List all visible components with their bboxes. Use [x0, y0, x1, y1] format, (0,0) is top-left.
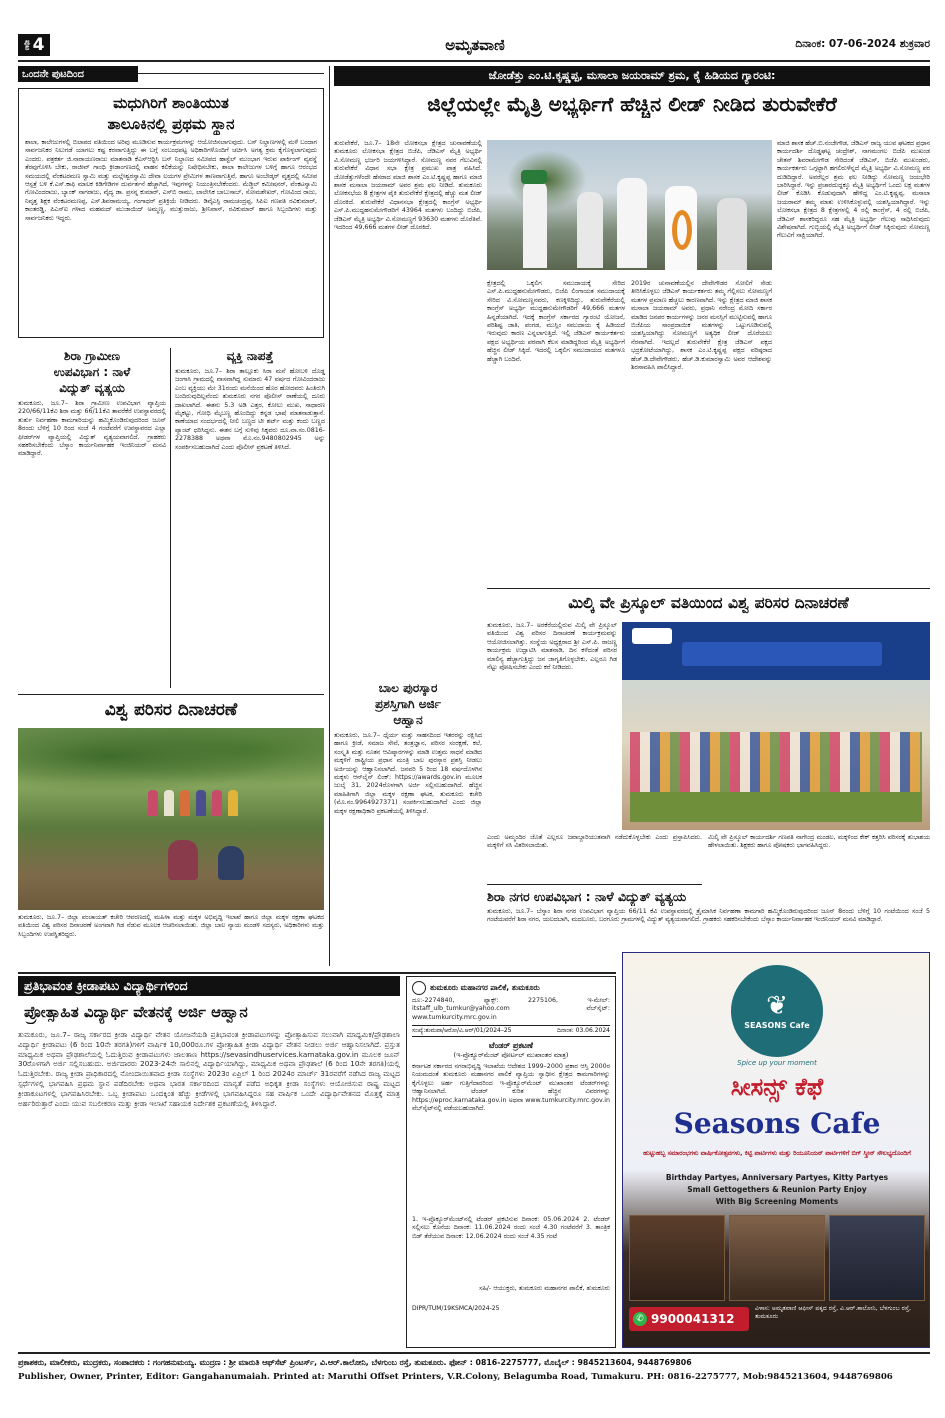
story-sira-town-title: ಶಿರಾ ನಗರ ಉಪವಿಭಾಗ : ನಾಳೆ ವಿದ್ಯುತ್ ವ್ಯತ್ಯಯ: [487, 889, 687, 904]
continued-tag-label: ಒಂದನೇ ಪುಟದಿಂದ: [22, 68, 84, 80]
milkyway-school-group-photo: [622, 622, 930, 830]
lead-kicker-text: ಜೋಡೆತ್ತು ಎಂ.ಟಿ.ಕೃಷ್ಣಪ್ಪ, ಮಸಾಲಾ ಜಯರಾಮ್ ಶ್ರಮ, ಕೈ ಹಿಡಿಯದ ಗ್ಯಾರಂಟಿ:: [488, 69, 776, 82]
issue-date: ದಿನಾಂಕ: 07-06-2024 ಶುಕ್ರವಾರ: [795, 38, 930, 50]
ad-name-english: Seasons Cafe: [673, 1107, 881, 1140]
scholarship-rule: [18, 972, 616, 974]
ad-line-1: Birthday Partyes, Anniversary Partyes, Kitty Partyes: [665, 1173, 889, 1182]
story-madhugiri-box: [18, 88, 324, 338]
story-sira-rural-title-2: ಉಪವಿಭಾಗ : ನಾಳೆ: [53, 365, 131, 379]
ad-phone-row: [629, 1307, 749, 1331]
lead-kicker: [334, 66, 930, 86]
ad-tagline-kannada: ಹುಟ್ಟುಹಬ್ಬ ಸಮಾರಂಭಗಳು ವಾರ್ಷಿಕೋತ್ಸವಗಳು, ಕಿಟ್ಟಿ ಪಾರ್ಟಿಗಳು ಮತ್ತು ರಿಯೂನಿಯನ್ ಪಾರ್ಟಿಗಳಿಗೆ ಬಿಗ್ ಸ್ಕ್ರೀನ್ ಸೌಲಭ್ಯದೊಂದಿಗೆ: [643, 1150, 911, 1157]
story-env-left-body: ತುಮಕೂರು, ಜೂ.7– ಜಿಲ್ಲಾ ಪಂಚಾಯತ್ ಕಚೇರಿ ಆವರಣದಲ್ಲಿ ಮಹಿಳಾ ಮತ್ತು ಮಕ್ಕಳ ಅಭಿವೃದ್ಧಿ ಇಲಾಖೆ ಹಾಗೂ ಜಿಲ್ಲಾ ಮಕ್ಕಳ ರಕ್ಷಣಾ ಘಟಕದ ವತಿಯಿಂದ ವಿಶ್ವ ಪರಿಸರ ದಿನಾಚರಣೆ ಅಂಗವಾಗಿ ಗಿಡ ನೆಡುವ ಮೂಲಕ ಆಚರಿಸಲಾಯಿತು. ಜಿಲ್ಲಾ ಬಾಲ ನ್ಯಾಯ ಮಂಡಳಿ ಸದಸ್ಯರು, ಅಧಿಕಾರಿಗಳು ಮತ್ತು ಸಿಬ್ಬಂದಿಗಳು ಉಪಸ್ಥಿತರಿದ್ದರು.: [18, 914, 324, 938]
continued-tag: [18, 66, 138, 82]
story-milkyway-body-3: ಮಿಲ್ಕಿ ವೇ ಪ್ರಿಸ್ಕೂಲ್ ಕಾರ್ಯದರ್ಶಿ ಗಣಪತಿ ನಾಗೇಂದ್ರ ಮಂಡಲ, ಮಕ್ಕಳಿಂದ ಕೇಕ್ ಕತ್ತರಿಸಿ ಪರಿಸರಕ್ಕೆ ಶುಭಾಶಯ ಹೇಳಲಾಯಿತು. ಶಿಕ್ಷಕರು ಹಾಗೂ ಪೋಷಕರು ಭಾಗವಹಿಸಿದ್ದರು.: [708, 834, 930, 850]
ad-phone: 9900041312: [651, 1312, 735, 1326]
tender-dates: 1. ಇ-ಪ್ರೊಕ್ಯೂರ್‌ಮೆಂಟ್‌ನಲ್ಲಿ ಟೆಂಡರ್ ಪ್ರಕಟಿಸುವ ದಿನಾಂಕ: 05.06.2024 2. ಟೆಂಡರ್ ಸಲ್ಲಿಸಲು ಕೊನೆಯ ದಿನಾಂಕ: 11.06.2024 ರಂದು ಸಂಜೆ 4.30 ಗಂಟೆವರೆಗೆ 3. ತಾಂತ್ರಿಕ ಬಿಡ್ ತೆರೆಯುವ ದಿನಾಂಕ: 12.06.2024 ರಂದು ಸಂಜೆ 4.35 ಗಂಟೆ: [412, 1216, 610, 1240]
tender-dipr: DIPR/TUM/19KSMCA/2024-25: [412, 1305, 500, 1312]
footer-imprint-kannada: ಪ್ರಕಾಶಕರು, ಮಾಲೀಕರು, ಮುದ್ರಕರು, ಸಂಪಾದಕರು : ಗಂಗಹನುಮಯ್ಯ. ಮುದ್ರಣ : ಶ್ರೀ ಮಾರುತಿ ಆಫ್‌ಸೆಟ್ ಪ್ರಿಂಟರ್ಸ್, ವಿ.ಆರ್.ಕಾಲೋನಿ, ಬೆಳಗುಂಬ ರಸ್ತೆ, ತುಮಕೂರು. ಫೋನ್ : 0816-2275777, ಮೊಬೈಲ್ : 9845213604, 9448769806: [18, 1358, 692, 1367]
tender-heading: ಟೆಂಡರ್ ಪ್ರಕಟಣೆ: [489, 1041, 533, 1050]
story-madhugiri-body: ಶಾಲಾ, ಕಾಲೇಜುಗಳಲ್ಲಿ ಬಿಲಾಪದ ವತಿಯಿಂದ ಅರಿವು ಮೂಡಿಸುವ ಕಾರ್ಯಕ್ರಮಗಳನ್ನು ಆಯೋಜಿಸಲಾಗುವುದು. ಬಸ್ ನಿಲ್ದಾಣಗಳಲ್ಲಿ ಮಳೆ ಬಂದಾಗ ಸಾರ್ವಜನಿಕರ ನಿಲುಗಡೆ ಯಾಗಲು ಕಷ್ಟ ಕರವಾಗುತ್ತಿದ್ದು ಈ ಬಗ್ಗೆ ಸಂಬಂಧಪಟ್ಟ ಅಧಿಕಾರಿಗಳೊಂದಿಗೆ ಚರ್ಚಿಸಿ ಅಗತ್ಯ ಕ್ರಮ ಕೈಗೊಳ್ಳಲಾಗುವುದು ಎಂದರು. ಪತ್ರಕರ್ತ ಜಿ.ನಾರಾಯಣರಾಜು ಮಾತನಾಡಿ ಕೆಎಸ್‍ಆರ್‍ಟಿಸಿ ಬಸ್ ನಿಲ್ದಾಣದ ಸಮೀಪದ ಹಾಸ್ಟೆಲ್ ಮುಂಭಾಗ ಇರುವ ಪಾರ್ಕಿಂಗ್ ವ್ಯವಸ್ಥೆ ತೆರವುಗೊಳಿಸಿ ಬೇಕು, ರಾಜೀವ್ ಗಾಂಧಿ ಕ್ರೀಡಾಂಗಣದಲ್ಲಿ ವಾಹನ ಕಲಿಕೆಯನ್ನು ನಿಷೇಧಿಸಬೇಕು, ಶಾಲಾ ಕಾಲೇಜುಗಳ ಬಳಿಗ್ಗೆ ಹಾಗೂ ಆರಂಭದ ಸಮಯದಲ್ಲಿ ವೆಂಕಟರಮಣ ಸ್ವಾಮಿ ಮತ್ತು ಮಲ್ಲೇಶ್ವರಸ್ವಾಮಿ ದೇವಾ ಲಯಗಳ ಪ್ರೇಮಿಗಳ ತಾಣವಾಗುತ್ತಿವೆ, ಹಾಗೂ ಅಂಬೇಡ್ಕರ್ ವೃತ್ತದಲ್ಲಿ ಸಮೀಪ ಆಸ್ಪತ್ರೆ ಬಳಿ ಕೆ.ಎಸ್.ಕಾಫಿ ಮಾಲಕ ಕಿಡಿಗೇಡಿಗಳ ದುರ್ವರ್ತನೆ ಹೆಚ್ಚಾಗಿದೆ, ಇವುಗಳನ್ನು ನಿಯಂತ್ರಿಸಬೇಕೆಂದರು. ಮೆಡ್ಜಿಲ್ ಕಮೀಷನರ್, ವೆಂಕಟಸ್ವಾಮಿ ಗೋವಿಂದರಾಜು, ಬ್ಯಾಂಕ್ ನಾಗರಾಜು, ವೈದ್ಯ ಡಾ. ಪ್ರಸನ್ನ ಕುಮಾರ್, ಎಸ್‍ಬಿ ರಾಮು, ಲಾಲೇಸಿಕ ಬಾಬುಸಾಬ್, ಸೋಮಶೇಖರ್, ಗೋವಿಂದ ರಾಜು, ನಿವೃತ್ತ ಶಿಕ್ಷಕ ವೆಂಕಟರಮಣಪ್ಪ, ಎಸ್.ಶಿವರಾಮಯ್ಯ, ಗಂಗಾಧರ್ ಪ್ರತಿಕ್ರಿಯೆ ನೀಡಿದರು. ಡಿವೈಎಸ್ಪಿ ರಾಮಚಂದ್ರಪ್ಪ, ಸಿಪಿಐ ಗಣಪತಿ ರವಿಕುಮಾರ್, ಕಾಂತರಡ್ಡಿ, ಪಿಎಸ್ಐ ಗಳಾದ ಮಹಮದ್ ಮುಜಾಯಿದ್ ಅಮ್ಮಣ್ಣ, ಮುತ್ತುರಾಜು, ಶ್ರೀನಿವಾಸ್, ರವಿಕುಮಾರ್ ಹಾಗೂ ಸಿಬ್ಬಂದಿಗಳು ಮತ್ತು ಸಾರ್ವಜನಿಕರು ಇದ್ದರು.: [25, 139, 317, 222]
lead-col-1: ತುರುವೇಕೆರೆ, ಜೂ.7– 18ನೇ ಲೋಕಸಭಾ ಕ್ಷೇತ್ರದ ಚುನಾವಣೆಯಲ್ಲಿ ತುಮಕೂರು ಲೋಕಸಭಾ ಕ್ಷೇತ್ರದ ಬಿಜೆಪಿ, ಜೆಡಿಎಸ್ ಮೈತ್ರಿ ಅಭ್ಯರ್ಥಿ ವಿ.ಸೋಮಣ್ಣ ಭರ್ಜರಿ ಜಯಗಳಿಸಿದ್ದಾರೆ. ಸೋಮಣ್ಣ ನವರ ಗೆಲುವಿನಲ್ಲಿ ತುರುವೇಕೆರೆ ವಿಧಾನ ಸಭಾ ಕ್ಷೇತ್ರ ಪ್ರಮುಖ ಪಾತ್ರ ವಹಿಸಿದೆ. ಜೋಡೆತ್ತುಗಳೆಂದೇ ಹೆಸರಾದ ಮಾಜಿ ಶಾಸಕ ಎಂ.ಟಿ.ಕೃಷ್ಣಪ್ಪ ಹಾಗೂ ಮಾಜಿ ಶಾಸಕ ಮಸಾಲಾ ಜಯರಾಮ್ ಅವರ ಶ್ರಮ ಫಲ ನೀಡಿದೆ. ತುಮಕೂರು ಲೋಕಸಭೆಯ 8 ಕ್ಷೇತ್ರಗಳ ಪೈಕಿ ತುರುವೇಕೆರೆ ಕ್ಷೇತ್ರದಲ್ಲಿ ಹೆಚ್ಚು ಮತ ಲೀಡ್ ದೊರಕಿದೆ. ತುರುವೇಕೆರೆ ವಿಧಾನಸಭಾ ಕ್ಷೇತ್ರದಲ್ಲಿ ಕಾಂಗ್ರೆಸ್ ಅಭ್ಯರ್ಥಿ ಎಸ್.ಪಿ.ಮುದ್ದಹನುಮೇಗೌಡರಿಗೆ 43964 ಮತಗಳು ಬಂದಿದ್ದು ಬಿಜೆಪಿ, ಜೆಡಿಎಸ್ ಮೈತ್ರಿ ಅಭ್ಯರ್ಥಿ ವಿ.ಸೋಮಣ್ಣಗೆ 93630 ಮತಗಳು ದೊರೆತಿವೆ. ಇದರಿಂದ 49,666 ಮತಗಳ ಲೀಡ್ ದೊರಕಿದೆ.: [334, 140, 482, 232]
lead-col-4: ಮಾಜಿ ಶಾಸಕ ಹೆಚ್.ಬಿ.ನಂಜೇಗೌಡ, ಜೆಡಿಎಸ್ ರಾಜ್ಯ ಯುವ ಘಟಕದ ಪ್ರಧಾನ ಕಾರ್ಯದರ್ಶಿ ದೊಡ್ಡಘಟ್ಟ ಚಂದ್ರೇಶ್, ನಾಗಮಂಗಲ ಬಿಜೆಪಿ ಮುಖಂಡ ಚೇತನ್ ಶಿವರಾಮೇಗೌಡ ಸೇರಿದಂತೆ ಜೆಡಿಎಸ್, ಬಿಜೆಪಿ ಮುಖಂಡರು, ಕಾರ್ಯಕರ್ತರು ಒಗ್ಗಟ್ಟಾಗಿ ಹಗಲಿರುಳೆನ್ನದೆ ಮೈತ್ರಿ ಅಭ್ಯರ್ಥಿ ವಿ.ಸೋಮಣ್ಣ ಪರ ದುಡಿದಿದ್ದಾರೆ. ಅವರೆಲ್ಲರ ಶ್ರಮ ಫಲ ನೀಡಿದ್ದು ಸೋಮಣ್ಣ ಜಯಭೇರಿ ಬಾರಿಸಿದ್ದಾರೆ. ಇನ್ನು ಪ್ರಚಾರದುದ್ದಕ್ಕೂ ಮೈತ್ರಿ ಅಭ್ಯರ್ಥಿಗೆ ಒಂದು ಲಕ್ಷ ಮತಗಳ ಲೀಡ್ ಕೊಡಿಸಿ ಕೊಡುವುದಾಗಿ ಹೇಳಿದ್ದ ಎಂ.ಟಿ.ಕೃಷ್ಣಪ್ಪ, ಮಸಾಲಾ ಜಯರಾಮ್ ತಮ್ಮ ಮಾತು ಉಳಿಸಿಕೊಳ್ಳುವಲ್ಲಿ ಯಶಸ್ವಿಯಾಗಿದ್ದಾರೆ. ಇನ್ನು ಲೋಕಸಭಾ ಕ್ಷೇತ್ರದ 8 ಕ್ಷೇತ್ರಗಳಲ್ಲಿ 4 ರಲ್ಲಿ ಕಾಂಗ್ರೆಸ್, 4 ರಲ್ಲಿ ಬಿಜೆಪಿ, ಜೆಡಿಎಸ್ ಶಾಸಕರಿದ್ದರೂ ಸಹ ಮೈತ್ರಿ ಅಭ್ಯರ್ಥಿ ಗೆಲುವು ಸಾಧಿಸಿರುವುದು ವಿಶೇಷವಾಗಿದೆ. ಗುಬ್ಬಿಯಲ್ಲಿ ಮೈತ್ರಿ ಅಭ್ಯರ್ಥಿಗೆ ಲೀಡ್ ಸಿಕ್ಕಿರುವುದು ಸೋಮಣ್ಣ ಗೆಲುವಿಗೆ ಸಾಕ್ಷಿಯಾಗಿದೆ.: [777, 140, 930, 240]
scholarship-title-1: ಪ್ರತಿಭಾವಂತ ಕ್ರೀಡಾಪಟು ವಿದ್ಯಾರ್ಥಿಗಳಿಂದ: [24, 978, 188, 993]
story-sira-rural-body: ತುಮಕೂರು, ಜೂ.7– ಶಿರಾ ಗ್ರಾಮೀಣ ಉಪವಿಭಾಗ ವ್ಯಾಪ್ತಿಯ 220/66/11ಕೆವಿ ಶಿರಾ ಮತ್ತು 66/11ಕೆವಿ ತಾವರೆಕೆರೆ ಉಪಸ್ಥಾವರದಲ್ಲಿ ತುರ್ತು ನಿರ್ವಹಣಾ ಕಾಮಗಾರಿಯನ್ನು ಹಮ್ಮಿಕೊಂಡಿರುವುದರಿಂದ ಜೂನ್ 8ರಂದು ಬೆಳಿಗ್ಗೆ 10 ರಿಂದ ಸಂಜೆ 4 ಗಂಟೆವರೆಗೆ ಉಪಸ್ಥಾವರದ ಎಲ್ಲಾ ಫೀಡರ್‌ಗಳ ವ್ಯಾಪ್ತಿಯಲ್ಲಿ ವಿದ್ಯುತ್ ವ್ಯತ್ಯಯವಾಗಲಿದೆ. ಗ್ರಾಹಕರು ಸಹಕರಿಸಬೇಕೆಂದು ಬೆಸ್ಕಾಂ ಕಾರ್ಯನಿರ್ವಾಹಕ ಇಂಜಿನಿಯರ್ ಮನವಿ ಮಾಡಿದ್ದಾರೆ.: [18, 400, 166, 458]
ad-logo-circle: [731, 965, 823, 1057]
scholarship-body: ತುಮಕೂರು, ಜೂ.7– ರಾಜ್ಯ ಸರ್ಕಾರದ ಕ್ರೀಡಾ ವಿದ್ಯಾರ್ಥಿ ವೇತನ ಯೋಜನೆಯಡಿ ಪ್ರತಿಭಾವಂತ ಕ್ರೀಡಾಪಟುಗಳನ್ನು ಪ್ರೋತ್ಸಾಹಿಸುವ ಸಲುವಾಗಿ ಮಾಧ್ಯಮಿಕ/ಪ್ರೌಢಶಾಲಾ ವಿದ್ಯಾರ್ಥಿ ಕ್ರೀಡಾಪಟು (6 ರಿಂದ 10ನೇ ತರಗತಿ)ಗಳಿಗೆ ವಾರ್ಷಿಕ 10,000ರೂ.ಗಳ ಪ್ರೋತ್ಸಾಹಿತ ಕ್ರೀಡಾ ವಿದ್ಯಾರ್ಥಿ ವೇತನ ನೀಡಲು ಅರ್ಜಿ ಆಹ್ವಾನಿಸಲಾಗಿದೆ. ಪ್ರಸ್ತುತ ಮಾಧ್ಯಮಿಕ ಅಥವಾ ಪ್ರೌಢಶಾಲೆಯಲ್ಲಿ ಓದುತ್ತಿರುವ ಕ್ರೀಡಾಪಟುಗಳು ಜಾಲತಾಣ https://sevasindhuservices.karnataka.gov.in ಮೂಲಕ ಜೂನ್ 30ರೊಳಗಾಗಿ ಅರ್ಜಿ ಸಲ್ಲಿಸಬಹುದು. ಅರ್ಜಿದಾರರು 2023-24ನೇ ಸಾಲಿನಲ್ಲಿ ವಿದ್ಯಾರ್ಥಿಯಾಗಿದ್ದು, ಮಾಧ್ಯಮಿಕ ಅಥವಾ ಪ್ರೌಢಶಾಲೆ (6 ರಿಂದ 10ನೇ ತರಗತಿ)ಯಲ್ಲಿ ಓದುತ್ತಿರಬೇಕು. ರಾಜ್ಯ ಕ್ರೀಡಾ ಪ್ರಾಧಿಕಾರದಲ್ಲಿ ನೋಂದಾಯಿತವಾದ ಕ್ರೀಡಾ ಸಂಸ್ಥೆಗಳು 2023ರ ಏಪ್ರಿಲ್ 1 ರಿಂದ 2024ರ ಮಾರ್ಚ್ 31ರವರೆಗೆ ನಡೆಸಿದ ರಾಜ್ಯ ಮಟ್ಟದ ಸ್ಪರ್ಧೆಗಳಲ್ಲಿ ಭಾಗವಹಿಸಿ ಪ್ರಥಮ ಸ್ಥಾನ ಪಡೆದಿರಬೇಕು ಅಥವಾ ಭಾರತ ಸರ್ಕಾರದಿಂದ ಮಾನ್ಯತೆ ಪಡೆದ ಅಧಿಕೃತ ಕ್ರೀಡಾ ಸಂಸ್ಥೆಗಳು ಆಯೋಜಿಸುವ ರಾಷ್ಟ್ರ ಮಟ್ಟದ ಕ್ರೀಡಾಕೂಟಗಳಲ್ಲಿ ಭಾಗವಹಿಸಿರಬೇಕು. ಒಬ್ಬ ಕ್ರೀಡಾಪಟು ಒಂದಕ್ಕಿಂತ ಹೆಚ್ಚು ಕ್ರೀಡೆಗಳಲ್ಲಿ ಭಾಗವಹಿಸಿದ್ದರೂ ಸಹ ವಾರ್ಷಿಕ ಒಂದೇ ವಿದ್ಯಾರ್ಥಿವೇತನದ ಮೊತ್ತಕ್ಕೆ ಮಾತ್ರ ಅರ್ಹರಿರುತ್ತಾರೆ ಎಂದು ಯುವ ಸಬಲೀಕರಣ ಮತ್ತು ಕ್ರೀಡಾ ಇಲಾಖೆ ಸಹಾಯಕ ನಿರ್ದೇಶಕ ಪ್ರಕಟಣೆಯಲ್ಲಿ ತಿಳಿಸಿದ್ದಾರೆ.: [18, 1030, 400, 1108]
story-milkyway-body: ತುಮಕೂರು, ಜೂ.7– ಅರಕೆರೆಯಲ್ಲಿರುವ ಮಿಲ್ಕಿ ವೇ ಪ್ರಿಸ್ಕೂಲ್ ವತಿಯಿಂದ ವಿಶ್ವ ಪರಿಸರ ದಿನಾಚರಣೆ ಕಾರ್ಯಕ್ರಮವನ್ನು ಆಯೋಜಿಸಲಾಗಿತ್ತು. ಸಂಸ್ಥೆಯ ಅಧ್ಯಕ್ಷರಾದ ಶ್ರೀ ಎಸ್.ಪಿ. ರಾಜಣ್ಣ ಕಾರ್ಯಕ್ರಮ ಉದ್ಘಾಟಿಸಿ ಮಾತನಾಡಿ, ದಿನ ಕಳೆದಂತೆ ಪರಿಸರ ಮಾಲಿನ್ಯ ಹೆಚ್ಚಾಗುತ್ತಿದ್ದು ಜನ ಜಾಗೃತಿಗೊಳ್ಳಬೇಕು, ಎಲ್ಲರೂ ಗಿಡ ನೆಟ್ಟು ಪೋಷಿಸಬೇಕು ಎಂದು ಕರೆ ನೀಡಿದರು.: [487, 622, 617, 672]
milkyway-rule: [487, 588, 930, 589]
tender-ref-date: ದಿನಾಂಕ: 03.06.2024: [557, 1027, 610, 1034]
sira-town-rule: [487, 884, 702, 885]
story-sira-rural-title-3: ವಿದ್ಯುತ್ ವ್ಯತ್ಯಯ: [59, 381, 125, 395]
continued-rule: [138, 73, 324, 74]
story-sira-rural-title-1: ಶಿರಾ ಗ್ರಾಮೀಣ: [63, 349, 121, 363]
lead-headline: ಜಿಲ್ಲೆಯಲ್ಲೇ ಮೈತ್ರಿ ಅಭ್ಯರ್ಥಿಗೆ ಹೆಚ್ಚಿನ ಲೀಡ್ ನೀಡಿದ ತುರುವೇಕೆರೆ: [427, 92, 837, 116]
masthead-rule: [18, 60, 930, 62]
col-rule-2: [329, 66, 330, 966]
scholarship-title-1-box: [18, 976, 400, 996]
tender-subheading: (ಇ-ಪ್ರೊಕ್ಯೂರ್‌ಮೆಂಟ್ ಪೋರ್ಟಲ್ ಮುಖಾಂತರ ಮಾತ್ರ): [453, 1051, 569, 1059]
env-left-rule: [18, 694, 324, 695]
lead-col-2: ಕ್ಷೇತ್ರದಲ್ಲಿ ಒಕ್ಕಲಿಗ ಸಮುದಾಯಕ್ಕೆ ಸೇರಿದ ಎಸ್.ಪಿ.ಮುದ್ದಹನುಮೇಗೌಡರು, ಬಿಜೆಪಿ ಲಿಂಗಾಯತ ಸಮುದಾಯಕ್ಕೆ ಸೇರಿದ ವಿ.ಸೋಮಣ್ಣನವರು, ಕಣಕ್ಕಿಳಿದಿದ್ದು, ತುರುವೇಕೆರೆಯಲ್ಲಿ ಕಾಂಗ್ರೆಸ್ ಅಭ್ಯರ್ಥಿ ಮುದ್ದಹನುಮೇಗೌಡರಿಗೆ 49,666 ಮತಗಳ ಹಿನ್ನಡೆಯಾಗಿದೆ. ಇದಕ್ಕೆ ಕಾಂಗ್ರೆಸ್ ಸರ್ಕಾರದ ಗ್ಯಾರಂಟಿ ಯೋಜನೆ, ಪರಿಶಿಷ್ಟ ಜಾತಿ, ಪಂಗಡ, ಮುಸ್ಲಿಂ ಸಮುದಾಯ ಕೈ ಹಿಡಿಯದೆ ಇರುವುದು ಕಾರಣ ಎನ್ನಲಾಗುತ್ತಿದೆ. ಇಲ್ಲಿ ಜೆಡಿಎಸ್ ಕಾರ್ಯಕರ್ತರು ಪಕ್ಷದ ಅಭ್ಯರ್ಥಿಯ ಪರವಾಗಿ ಕೆಲಸ ಮಾಡಿದ್ದರಿಂದ ಮೈತ್ರಿ ಅಭ್ಯರ್ಥಿಗೆ ಹೆಚ್ಚಿನ ಲೀಡ್ ಸಿಕ್ಕಿದೆ. ಇದರಲ್ಲಿ ಒಕ್ಕಲಿಗ ಸಮುದಾಯದ ಮತಗಳೂ ಹೆಚ್ಚಾಗಿ ಬಂದಿವೆ.: [487, 280, 625, 363]
emblem-icon: [412, 981, 426, 995]
tender-sign: ಸಹಿ/- ಆಯುಕ್ತರು, ತುಮಕೂರು ಮಹಾನಗರ ಪಾಲಿಕೆ, ತುಮಕೂರು: [479, 1285, 610, 1292]
story-madhugiri-title-2: ತಾಲೂಕಿನಲ್ಲಿ ಪ್ರಥಮ ಸ್ಥಾನ: [107, 115, 235, 133]
lead-col-3: 2019ರ ಚುನಾವಣೆಯಲ್ಲಿನ ದೇವೇಗೌಡರ ಸೋಲಿಗೆ ಸೇಡು ತೀರಿಸಿಕೊಳ್ಳಲು ಜೆಡಿಎಸ್ ಕಾರ್ಯಕರ್ತರು ತಮ್ಮ ಗೆಲ್ಲಿಸಲು ಸೋಮಣ್ಣಗೆ ಮತಗಳ ಪ್ರಮಾಣ ಹೆಚ್ಚಲು ಕಾರಣವಾಗಿದೆ. ಇನ್ನು ಕ್ಷೇತ್ರದ ಮಾಜಿ ಶಾಸಕ ಮಸಾಲಾ ಜಯರಾಮ್ ಅವರು, ಪ್ರಧಾನಿ ನರೇಂದ್ರ ಮೋದಿ ಸರ್ಕಾರ ಮಾಡಿದ ಜನಪರ ಕಾರ್ಯಗಳನ್ನು ಜನರ ಮನಸ್ಸಿಗೆ ಮುಟ್ಟಿಸುವಲ್ಲಿ ಹಾಗೂ ಬಿಜೆಪಿಯ ಸಾಂಪ್ರದಾಯಿಕ ಮತಗಳನ್ನು ಒಟ್ಟುಗೂಡಿಸುವಲ್ಲಿ ಯಶಸ್ವಿಯಾಗಿದ್ದು ಸೋಮಣ್ಣಗೆ ಅತ್ಯಧಿಕ ಲೀಡ್ ದೊರೆಯಲು ನೆರವಾಗಿದೆ. ಇದಲ್ಲದೆ ತುರುವೇಕೆರೆ ಕ್ಷೇತ್ರ ಜೆಡಿಎಸ್ ಪಕ್ಷದ ಭದ್ರಕೋಟೆಯಾಗಿದ್ದು, ಶಾಸಕ ಎಂ.ಟಿ.ಕೃಷ್ಣಪ್ಪ ಪಕ್ಷದ ವರಿಷ್ಠರಾದ ಹೆಚ್.ಡಿ.ದೇವೇಗೌಡರು, ಹೆಚ್.ಡಿ.ಕುಮಾರಸ್ವಾಮಿ ಅವರ ಆದೇಶವನ್ನು ಶಿರಸಾವಹಿಸಿ ಪಾಲಿಸಿದ್ದಾರೆ.: [631, 280, 772, 372]
story-award-title-2: ಪ್ರಶಸ್ತಿಗಾಗಿ ಅರ್ಜಿ: [375, 697, 441, 711]
ad-cafe-interior-photos: [629, 1215, 925, 1301]
story-madhugiri-title-1: ಮಧುಗಿರಿಗೆ ಶಾಂತಿಯುತ: [113, 94, 229, 112]
story-sira-rural: [18, 348, 166, 688]
ad-logo-text: SEASONS Cafe: [744, 1020, 810, 1030]
story-milkyway-body-2: ಎಂದು ಅಮ್ಮಂದಿರ ಜೊತೆ ಎಲ್ಲರೂ ಜವಾಬ್ದಾರಿಯುತವಾಗಿ ನಡೆದುಕೊಳ್ಳಬೇಕು ಎಂದು ಪ್ರಸ್ತಾಪಿಸಿದರು. ಮಕ್ಕಳಿಗೆ ಸಸಿ ವಿತರಿಸಲಾಯಿತು.: [487, 834, 702, 850]
col-rule-1: [170, 348, 171, 688]
ad-logo-tag: Spice up your moment: [737, 1059, 817, 1067]
footer-rule: [18, 1352, 930, 1354]
tender-ref: ಸಂಖ್ಯೆ:ತುಮಪಾ/ಆರೋ/ವಿ.ಆರ್/01/2024–25: [412, 1027, 512, 1034]
env-day-tree-planting-photo: [18, 728, 324, 910]
page-number: 4: [32, 35, 45, 55]
story-missing-title: ವ್ಯಕ್ತಿ ನಾಪತ್ತೆ: [226, 349, 274, 363]
story-sira-town-body: ತುಮಕೂರು, ಜೂ.7– ಬೆಸ್ಕಾಂ ಶಿರಾ ನಗರ ಉಪವಿಭಾಗ ವ್ಯಾಪ್ತಿಯ 66/11 ಕೆವಿ ಉಪಸ್ಥಾವರದಲ್ಲಿ ತ್ರೈಮಾಸಿಕ ನಿರ್ವಹಣಾ ಕಾಮಗಾರಿ ಹಮ್ಮಿಕೊಂಡಿರುವುದರಿಂದ ಜೂನ್ 8ರಂದು ಬೆಳಿಗ್ಗೆ 10 ಗಂಟೆಯಿಂದ ಸಂಜೆ 5 ಗಂಟೆಯವರೆಗೆ ಶಿರಾ ನಗರ, ಯಲದಬಾಗಿ, ಮದಲೂರು, ಬರಗೂರು ಗ್ರಾಮಗಳಲ್ಲಿ ವಿದ್ಯುತ್ ವ್ಯತ್ಯಯವಾಗಲಿದೆ. ಗ್ರಾಹಕರು ಸಹಕರಿಸಬೇಕೆಂದು ಬೆಸ್ಕಾಂ ಕಾರ್ಯನಿರ್ವಾಹಕ ಇಂಜಿನಿಯರ್ ಮನವಿ ಮಾಡಿದ್ದಾರೆ.: [487, 908, 930, 924]
ad-name-kannada: ಸೀಸನ್ಸ್ ಕೆಫೆ: [730, 1073, 824, 1101]
tender-org: ತುಮಕೂರು ಮಹಾನಗರ ಪಾಲಿಕೆ, ತುಮಕೂರು: [430, 983, 540, 992]
leaf-tree-icon: ❦: [766, 990, 788, 1021]
tender-notice: [406, 976, 616, 1348]
ad-line-3: With Big Screening Moments: [715, 1197, 839, 1206]
scholarship-title-2: ಪ್ರೋತ್ಸಾಹಿತ ವಿದ್ಯಾರ್ಥಿ ವೇತನಕ್ಕೆ ಅರ್ಜಿ ಆಹ್ವಾನ: [24, 1003, 248, 1021]
paper-name: ಅಮೃತವಾಣಿ: [445, 36, 505, 54]
page-number-badge: [18, 34, 50, 56]
story-milkyway-title: ಮಿಲ್ಕಿ ವೇ ಪ್ರಿಸ್ಕೂಲ್ ವತಿಯಿಂದ ವಿಶ್ವ ಪರಿಸರ ದಿನಾಚರಣೆ: [568, 594, 849, 612]
story-award-title-3: ಆಹ್ವಾನ: [393, 713, 423, 727]
whatsapp-icon: ✆: [633, 1312, 647, 1326]
story-award: [334, 680, 482, 968]
story-award-body: ತುಮಕೂರು, ಜೂ.7– ಧೈರ್ಯ ಮತ್ತು ಸಾಹಸದಿಂದ ಇತರರನ್ನು ರಕ್ಷಿಸಿದ ಹಾಗೂ ಕ್ರೀಡೆ, ಸಮಾಜ ಸೇವೆ, ತಂತ್ರಜ್ಞಾನ, ಪರಿಸರ ಸಂರಕ್ಷಣೆ, ಕಲೆ, ಸಂಸ್ಕೃತಿ ಮತ್ತು ನೂತನ ಆವಿಷ್ಕಾರಗಳನ್ನು ಮಾಡಿ ಉತ್ತಮ ಸಾಧನೆ ಮಾಡಿದ ಮಕ್ಕಳಿಗೆ ರಾಷ್ಟ್ರೀಯ ಪ್ರಧಾನ ಮಂತ್ರಿ ಬಾಲ ಪುರಸ್ಕಾರ ಪ್ರಶಸ್ತಿ ನೀಡಲು ಅರ್ಜಿಯನ್ನು ಆಹ್ವಾನಿಸಲಾಗಿದೆ. ಜನವರಿ 5 ರಿಂದ 18 ವರ್ಷದೊಳಗಿನ ಮಕ್ಕಳು ಆನ್‍ಲೈನ್ ಲಿಂಕ್: https://awards.gov.in ಮೂಲಕ ಜುಲೈ 31, 2024ರೊಳಗಾಗಿ ಅರ್ಜಿ ಸಲ್ಲಿಸಬಹುದಾಗಿದೆ. ಹೆಚ್ಚಿನ ಮಾಹಿತಿಗಾಗಿ ಜಿಲ್ಲಾ ಮಕ್ಕಳ ರಕ್ಷಣಾ ಘಟಕ, ತುಮಕೂರು ಕಚೇರಿ (ಮೊ.ನಂ.9964927371) ಸಂಪರ್ಕಿಸಬಹುದಾಗಿದೆ ಎಂದು ಜಿಲ್ಲಾ ಮಕ್ಕಳ ರಕ್ಷಣಾಧಿಕಾರಿ ಪ್ರಕಟಣೆಯಲ್ಲಿ ತಿಳಿಸಿದ್ದಾರೆ.: [334, 732, 482, 815]
tender-body: ಕರ್ನಾಟಕ ಸರ್ಕಾರದ ನಗರಾಭಿವೃದ್ಧಿ ಇಲಾಖೆಯ ಆದೇಶದ 1999–2000 ಪ್ರಕಾರ ಆಸ್ತಿ 2000ರ ನಿಯಮದಂತೆ ತುಮಕೂರು ಮಹಾನಗರ ಪಾಲಿಕೆ ವ್ಯಾಪ್ತಿಯ ಸ್ವಾಧೀನ ಕ್ಷೇತ್ರದ ಕಾಮಗಾರಿಗಳನ್ನು ಕೈಗೊಳ್ಳಲು ಅರ್ಹ ಗುತ್ತಿಗೆದಾರರಿಂದ ಇ-ಪ್ರೊಕ್ಯೂರ್‌ಮೆಂಟ್ ಮುಖಾಂತರ ಟೆಂಡರ್‌ಗಳನ್ನು ಆಹ್ವಾನಿಸಲಾಗಿದೆ. ಟೆಂಡರ್ ಕುರಿತ ಹೆಚ್ಚಿನ ವಿವರಗಳನ್ನು https://eproc.karnataka.gov.in ಅಥವಾ www.tumkurcity.mrc.gov.in ವೆಬ್‌ಸೈಟ್‌ನಲ್ಲಿ ಪಡೆಯಬಹುದಾಗಿದೆ.: [412, 1063, 610, 1113]
tender-contact: ದೂ:-2274840, ಫ್ಯಾಕ್ಸ್: 2275106, ಇ-ಮೇಲ್: itstaff_ulb_tumkur@yahoo.com ವೆಬ್‌ಸೈಟ್: www.tumkurcity.mrc.gov.in: [412, 997, 610, 1021]
story-award-title-1: ಬಾಲ ಪುರಸ್ಕಾರ: [378, 681, 438, 695]
story-missing-person: [175, 348, 325, 688]
ad-line-2: Small Gettogethers & Reunion Party Enjoy: [687, 1185, 867, 1194]
page-label: ಪುಟ: [23, 39, 32, 51]
footer-imprint-english: Publisher, Owner, Printer, Editor: Gangahanumaiah. Printed at: Maruthi Offset Printers, V.R.Colony, Belagumba Road, Tumakuru. PH: 0816-2275777, Mob:9845213604, 9448769806: [18, 1372, 893, 1382]
story-missing-body: ತುಮಕೂರು, ಜೂ.7– ಶಿರಾ ತಾಲ್ಲೂಕು ಸಿರಾ ಮನೆ ಹೋಬಳಿ ದೊಡ್ಡ ಜಂಗಾಸಿ ಗ್ರಾಮದಲ್ಲಿ ವಾಸವಾಗಿದ್ದ ಸುಮಾರು 47 ವರ್ಷದ ಗೋವಿಂದರಾಜು ಎಂಬ ವ್ಯಕ್ತಿಯು ಮೇ 31ರಂದು ಮನೆಯಿಂದ ಹೊರ ಹೋದವರು ಹಿಂತಿರುಗಿ ಬಂದಿರುವುದಿಲ್ಲವೆಂದು ತುಮಕೂರು ನಗರ ಪೊಲೀಸ್ ಠಾಣೆಯಲ್ಲಿ ದೂರು ದಾಖಲಾಗಿದೆ. ಈತನು 5.3 ಅಡಿ ಎತ್ತರ, ಕೋಲು ಮುಖ, ಸಾಧಾರಣ ಮೈಕಟ್ಟು, ಗೋಧಿ ಮೈಬಣ್ಣ ಹೊಂದಿದ್ದು ಕನ್ನಡ ಭಾಷೆ ಮಾತನಾಡುತ್ತಾನೆ. ಕಾಣೆಯಾದ ಸಂದರ್ಭದಲ್ಲಿ ನೀಲಿ ಬಣ್ಣದ ಟೀ ಶರ್ಟ್ ಮತ್ತು ಕಂದು ಬಣ್ಣದ ಪ್ಯಾಂಟ್ ಧರಿಸಿದ್ದನು. ಈತನ ಬಗ್ಗೆ ಸುಳಿವು ಸಿಕ್ಕವರು ದೂ.ವಾ.ಸಂ.0816-2278388 ಅಥವಾ ಮೊ.ನಂ.9480802945 ಅನ್ನು ಸಂಪರ್ಕಿಸಬಹುದಾಗಿದೆ ಎಂದು ಪೊಲೀಸ್ ಪ್ರಕಟಣೆ ತಿಳಿಸಿದೆ.: [175, 368, 325, 451]
ad-address: ವಿಳಾಸ: ಅಮೃತವಾಣಿ ಆಫೀಸ್ ಪಕ್ಕದ ರಸ್ತೆ, ವಿ.ಆರ್.ಕಾಲೋನಿ, ಬೆಳಗುಂಬ ರಸ್ತೆ, ತುಮಕೂರು: [755, 1305, 911, 1320]
story-env-left-title: ವಿಶ್ವ ಪರಿಸರ ದಿನಾಚರಣೆ: [104, 700, 238, 720]
ad-seasons-cafe: [622, 952, 930, 1348]
lead-election-celebration-photo: [487, 140, 772, 270]
